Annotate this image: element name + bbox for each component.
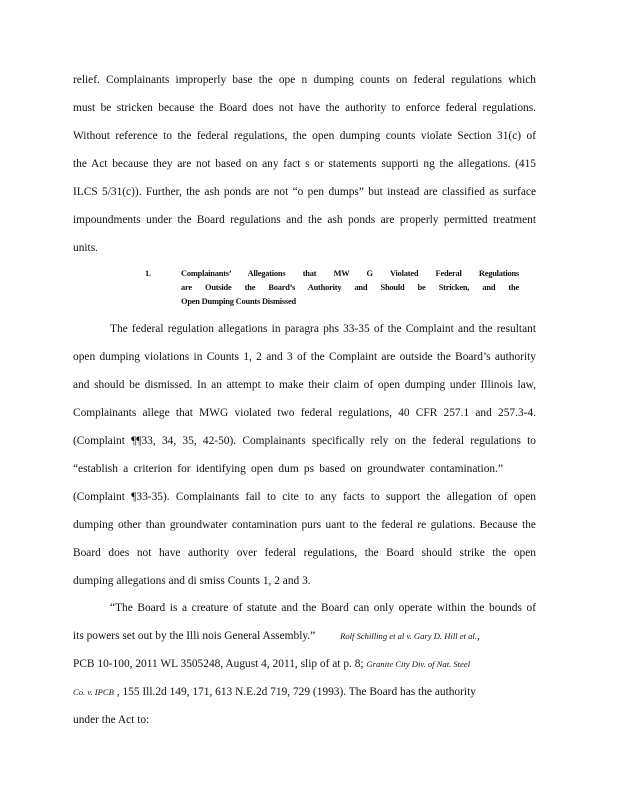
- case-citation: Granite City Div. of Nat. Steel: [366, 659, 471, 669]
- body-text: , 155 Ill.2d 149, 171, 613 N.E.2d 719, 729 (1993). The Board has the authority: [113, 686, 476, 698]
- body-line: [73, 657, 470, 671]
- body-line: under the Act to:: [73, 714, 150, 726]
- case-citation: Co. v. IPCB: [73, 687, 114, 697]
- heading-line: Open Dumping Counts Dismissed: [181, 297, 296, 306]
- heading-number: 1.: [145, 269, 151, 278]
- body-line: the Act because they are not based on any fact s or statements supporti ng the allegations. (415: [73, 158, 536, 170]
- body-line: Complainants allege that MWG violated two federal regulations, 40 CFR 257.1 and 257.3-4.: [73, 407, 536, 419]
- body-line: must be stricken because the Board does not have the authority to enforce federal regulations.: [73, 102, 536, 114]
- body-line: The federal regulation allegations in paragra phs 33-35 of the Complaint and the resultant: [110, 323, 536, 335]
- body-text: ,: [476, 630, 480, 642]
- heading-line: Complainants’ Allegations that MW G Violated Federal Regulations: [181, 269, 519, 278]
- body-line: relief. Complainants improperly base the ope n dumping counts on federal regulations which: [73, 74, 536, 86]
- case-citation: Rolf Schilling et al v. Gary D. Hill et al.: [340, 631, 477, 641]
- body-line: impoundments under the Board regulations and the ash ponds are properly permitted treatment: [73, 214, 536, 226]
- body-line: “establish a criterion for identifying open dum ps based on groundwater contamination.”: [73, 463, 503, 475]
- body-line: [73, 685, 476, 699]
- body-line: dumping allegations and di smiss Counts 1, 2 and 3.: [73, 575, 311, 587]
- body-text: its powers set out by the Illi nois General Assembly.”: [73, 630, 316, 642]
- body-line: dumping other than groundwater contamination purs uant to the federal re gulations. Because the: [73, 519, 536, 531]
- body-line: open dumping violations in Counts 1, 2 and 3 of the Complaint are outside the Board’s authority: [73, 351, 536, 363]
- body-line: “The Board is a creature of statute and the Board can only operate within the bounds of: [110, 602, 536, 614]
- body-line: [73, 629, 480, 643]
- body-line: (Complaint ¶33-35). Complainants fail to cite to any facts to support the allegation of open: [73, 491, 536, 503]
- heading-line: are Outside the Board’s Authority and Should be Stricken, and the: [181, 283, 519, 292]
- body-text: PCB 10-100, 2011 WL 3505248, August 4, 2011, slip of at p. 8;: [73, 658, 367, 670]
- body-line: ILCS 5/31(c)). Further, the ash ponds are not “o pen dumps” but instead are classified as surface: [73, 186, 536, 198]
- body-line: Board does not have authority over federal regulations, the Board should strike the open: [73, 547, 536, 559]
- body-line: units.: [73, 242, 99, 254]
- body-line: and should be dismissed. In an attempt to make their claim of open dumping under Illinois law,: [73, 379, 536, 391]
- body-line: Without reference to the federal regulations, the open dumping counts violate Section 31(c) of: [73, 130, 536, 142]
- body-line: (Complaint ¶¶33, 34, 35, 42-50). Complainants specifically rely on the federal regulations to: [73, 435, 536, 447]
